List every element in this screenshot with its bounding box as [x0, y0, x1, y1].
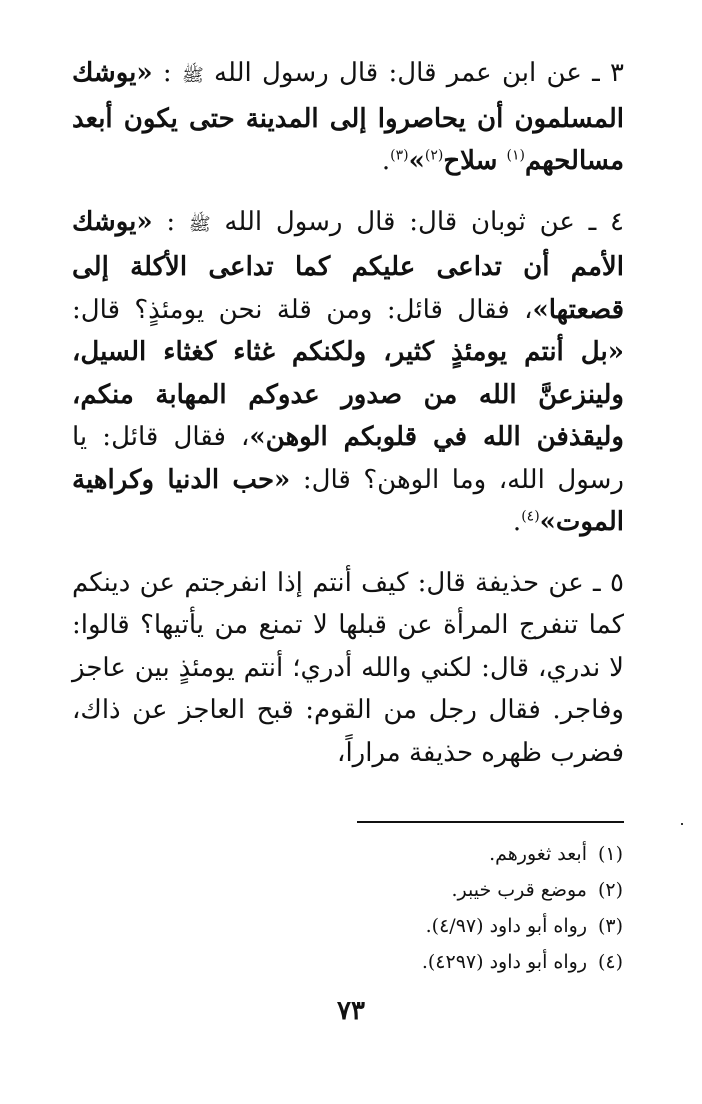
- hadith-3-end: .: [381, 146, 391, 176]
- hadith-4-intro-colon: :: [166, 206, 176, 237]
- hadith-4-quote-3: «حب الدنيا وكراهية الموت»: [72, 464, 624, 537]
- footnote-ref-3: (٣): [390, 147, 409, 164]
- footnote-text: موضع قرب خيبر.: [451, 879, 587, 901]
- hadith-4-text-2: ، فقال قائل: يا رسول الله، وما الوهن؟ قال:: [72, 422, 624, 495]
- salawat-symbol-icon: ﷺ: [188, 213, 211, 235]
- footnote-item: [422, 872, 623, 908]
- footnote-text: أبعد ثغورهم.: [489, 843, 587, 865]
- footnote-number: (١): [597, 843, 623, 865]
- salawat-symbol-icon: ﷺ: [181, 65, 204, 86]
- hadith-5: [72, 562, 624, 775]
- page-number: ٧٣: [337, 996, 365, 1026]
- footnotes: [422, 836, 623, 980]
- hadith-4-end: .: [512, 507, 522, 537]
- hadith-4-intro: ٤ ـ عن ثوبان قال: قال رسول الله: [224, 206, 625, 237]
- hadith-3-intro: ٣ ـ عن ابن عمر قال: قال رسول الله: [214, 58, 625, 88]
- margin-mark: [681, 823, 683, 825]
- footnote-number: (٣): [597, 915, 623, 937]
- footnote-ref-4: (٤): [521, 508, 540, 525]
- hadith-3-quote-a: «يوشك المسلمون أن يحاصروا إلى المدينة حتى يكون أبعد مسالحهم: [72, 58, 624, 176]
- footnote-item: [422, 908, 623, 944]
- hadith-4-quote-1: «يوشك الأمم أن تداعى عليكم كما تداعى الأكلة إلى قصعتها»: [72, 206, 625, 325]
- footnote-separator: [357, 821, 624, 823]
- hadith-4-text-1: ، فقال قائل: ومن قلة نحن يومئذٍ؟ قال:: [72, 294, 533, 325]
- hadith-3: [72, 52, 624, 183]
- footnote-text: رواه أبو داود (٤٢٩٧).: [421, 951, 587, 973]
- footnote-item: [422, 944, 623, 980]
- footnote-text: رواه أبو داود (٤/٩٧).: [425, 915, 587, 937]
- footnote-ref-2: (٢): [424, 147, 444, 164]
- hadith-3-intro-colon: :: [162, 58, 172, 88]
- footnote-number: (٢): [597, 879, 623, 901]
- footnote-item: [422, 836, 623, 872]
- footnote-ref-1: (١): [506, 147, 525, 164]
- hadith-5-text: ٥ ـ عن حذيفة قال: كيف أنتم إذا انفرجتم عن دينكم كما تنفرج المرأة عن قبلها لا تمنع من يأتيها؟ قالوا: لا ندري، قال: لكني والله أدري؛ أنتم يومئذٍ بين عاجز وفاجر. فقال رجل من القوم: قبح العاجز عن ذاك، فضرب ظهره حذيفة مراراً،: [72, 567, 624, 768]
- hadith-3-quote-b: سلاح: [443, 146, 507, 176]
- hadith-4: [72, 201, 624, 544]
- footnote-number: (٤): [597, 951, 623, 973]
- hadith-4-quote-2: «بل أنتم يومئذٍ كثير، ولكنكم غثاء كغثاء السيل، ولينزعنَّ الله من صدور عدوكم المهابة منكم، وليقذفن الله في قلوبكم الوهن»: [72, 337, 624, 452]
- hadith-3-quote-close: »: [408, 146, 425, 176]
- book-page-body: [72, 52, 624, 774]
